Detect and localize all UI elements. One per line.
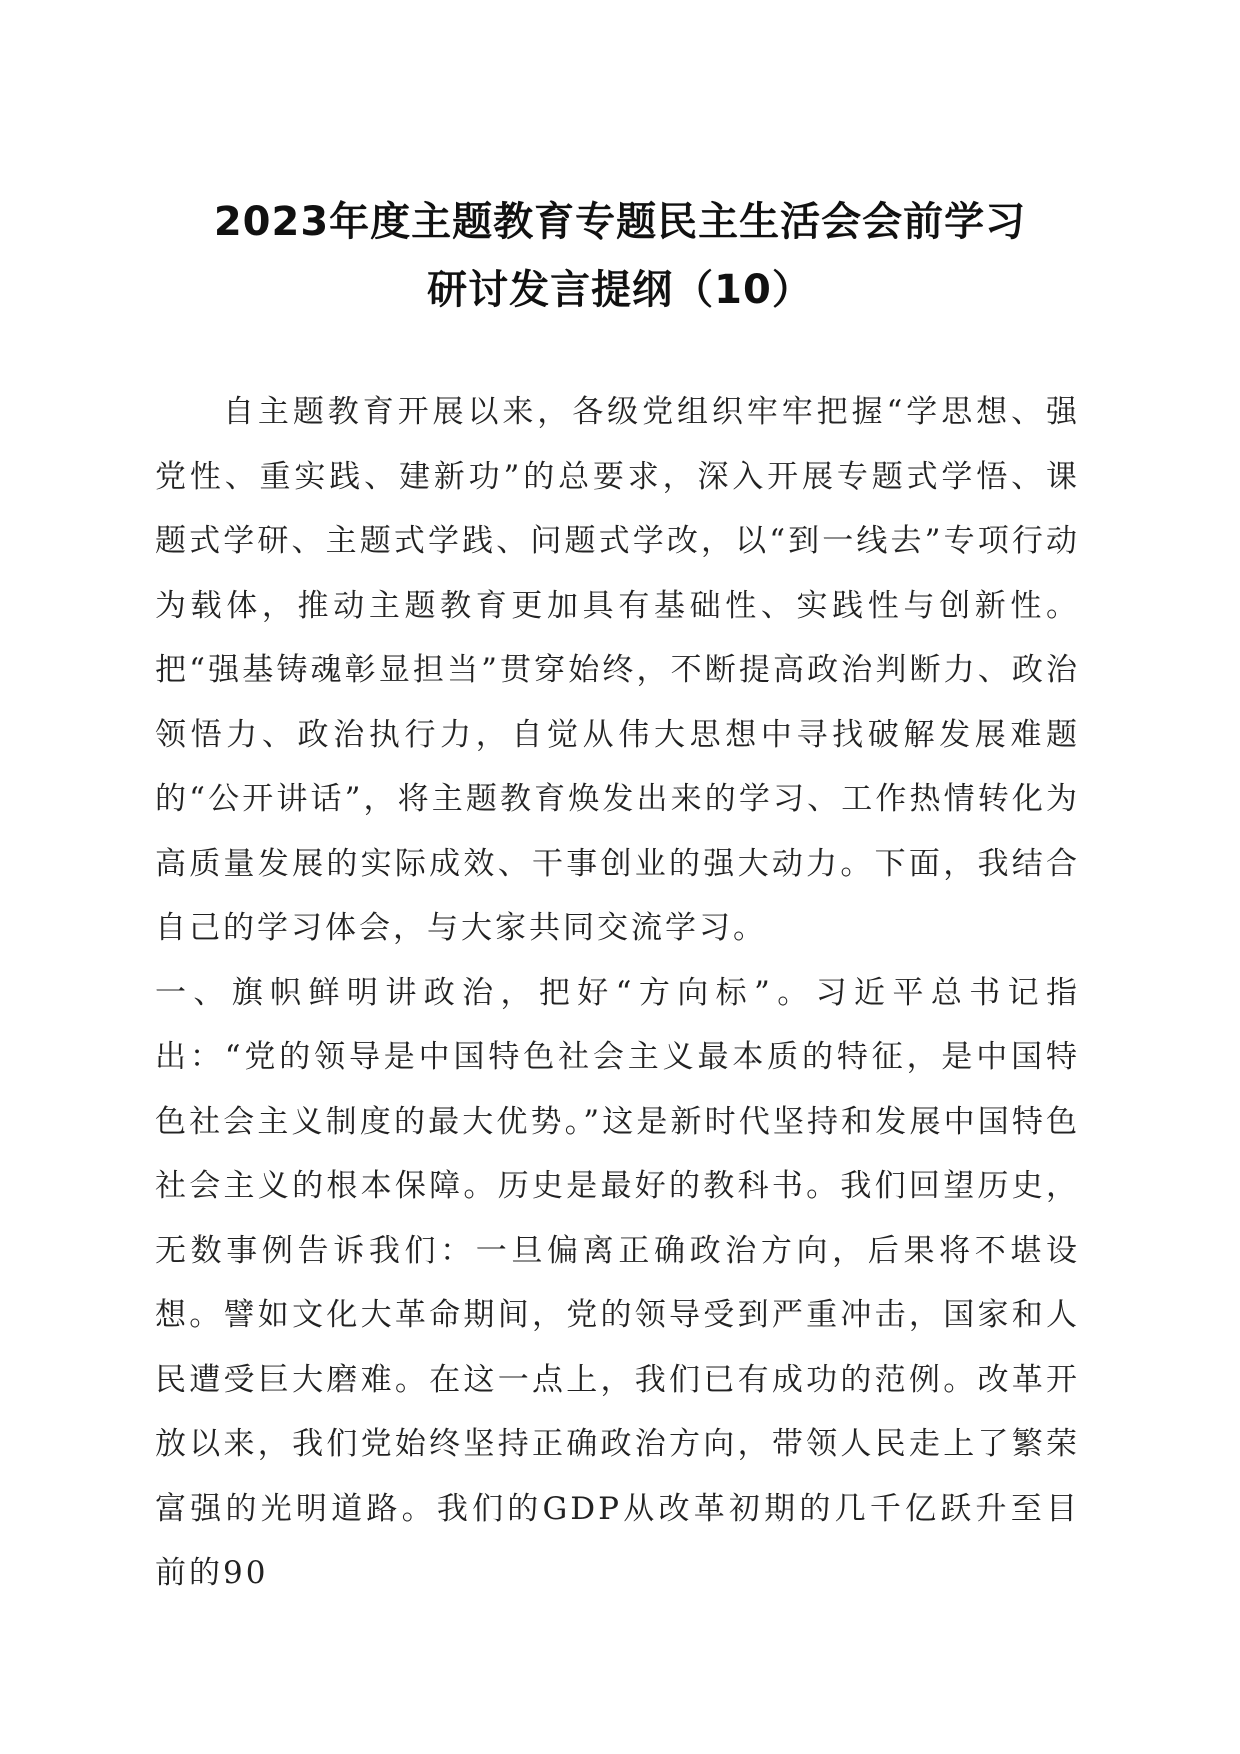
title-line-2: 研讨发言提纲（10） [427, 267, 813, 313]
section-one-paragraph: 一、旗帜鲜明讲政治，把好“方向标”。习近平总书记指出：“党的领导是中国特色社会主义最本质的特征，是中国特色社会主义制度的最大优势。”这是新时代坚持和发展中国特色社会主义的根本保障。历史是最好的教科书。我们回望历史，无数事例告诉我们：一旦偏离正确政治方向，后果将不堪设想。譬如文化大革命期间，党的领导受到严重冲击，国家和人民遭受巨大磨难。在这一点上，我们已有成功的范例。改革开放以来，我们党始终坚持正确政治方向，带领人民走上了繁荣富强的光明道路。我们的GDP从改革初期的几千亿跃升至目前的90 [155, 974, 1080, 1591]
intro-paragraph: 自主题教育开展以来，各级党组织牢牢把握“学思想、强党性、重实践、建新功”的总要求，深入开展专题式学悟、课题式学研、主题式学践、问题式学改，以“到一线去”专项行动为载体，推动主题教育更加具有基础性、实践性与创新性。把“强基铸魂彰显担当”贯穿始终，不断提高政治判断力、政治领悟力、政治执行力，自觉从伟大思想中寻找破解发展难题的“公开讲话”，将主题教育焕发出来的学习、工作热情转化为高质量发展的实际成效、干事创业的强大动力。下面，我结合自己的学习体会，与大家共同交流学习。 [155, 394, 1080, 946]
document-title [140, 188, 1100, 324]
title-line-1: 2023年度主题教育专题民主生活会会前学习 [213, 199, 1027, 245]
document-body [155, 380, 1080, 1606]
